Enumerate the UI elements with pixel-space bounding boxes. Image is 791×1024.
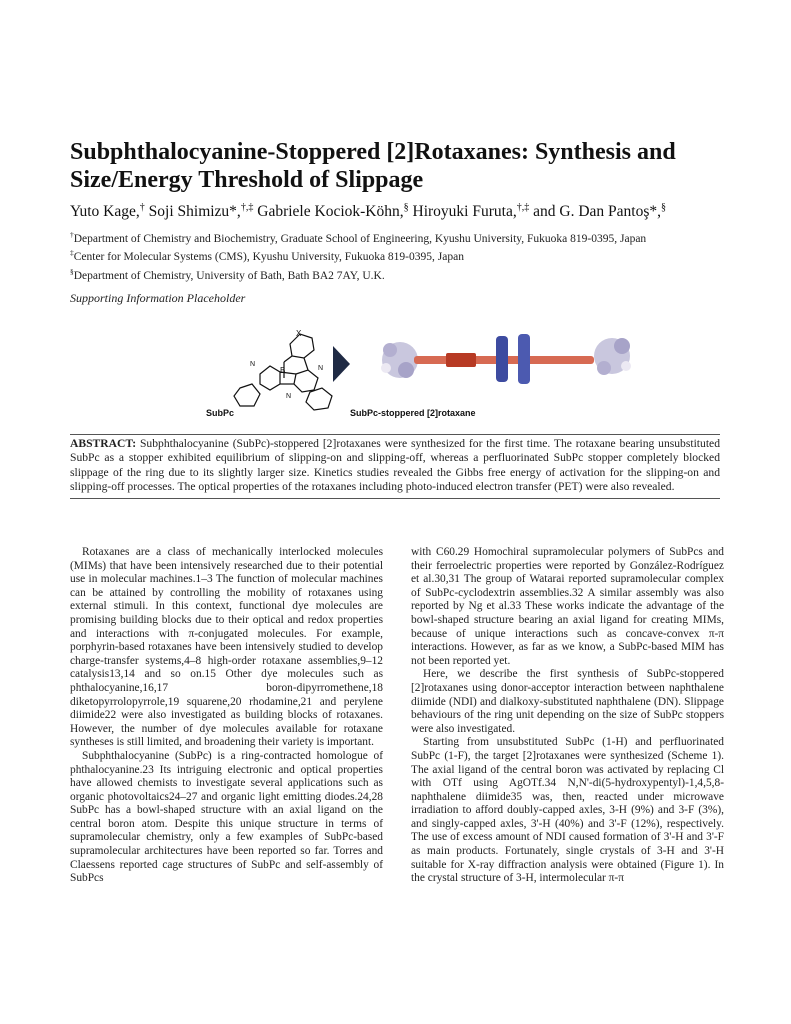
nitrogen-atom: N [318, 365, 324, 372]
affiliation-mark: † [70, 230, 74, 240]
affiliation-text: Center for Molecular Systems (CMS), Kyushu University, Fukuoka 819-0395, Japan [73, 251, 464, 263]
axial-ligand-atom: X [296, 329, 302, 338]
author-affiliation-mark: § [403, 201, 409, 213]
body-paragraph: Starting from unsubstituted SubPc (1-H) and perfluorinated SubPc (1-F), the target [2]rotaxanes were synthesized (Scheme 1). The axial ligand of the central boron was activated by replacing Cl with OTf using AgOTf.34 N,N'-di(5-hydroxypentyl)-1,4,5,8-naphthalene diimide35 was, then, reacted under microwave irradiation to afford doubly-capped axles, 3-H (9%) and 3-F (3%), and singly-capped axles, 3'-H (40%) and 3'-F (12%), respectively. The use of excess amount of NDI caused formation of 3'-H and 3'-F as main products. Fortunately, single crystals of 3-H and 3'-H suitable for X-ray diffraction analysis were obtained (Figure 1). In the crystal structure of 3-H, intermolecular π-π [411, 736, 724, 885]
boron-atom: B [280, 366, 286, 375]
abstract-label: ABSTRACT: [70, 437, 137, 450]
author-affiliation-mark: †,‡ [516, 201, 530, 213]
subpc-benzo-ring-top [290, 334, 314, 358]
body-paragraph: Rotaxanes are a class of mechanically interlocked molecules (MIMs) that have been intensively researched due to their potential use in molecular machines.1–3 The function of molecular machines can be attained by controlling the mobility of rotaxanes using external stimuli. In this context, functional dye molecules are promising building blocks due to their optical and redox properties and interactions with π-conjugated molecules. For example, porphyrin-based rotaxanes have been intensively studied to develop charge-transfer systems,4–8 high-order rotaxane assemblies,9–12 catalysis13,14 and so on.15 Other dye molecules such as phthalocyanine,16,17 boron-dipyrromethene,18 diketopyrrolopyrrole,19 squarene,20 rhodamine,21 and perylene diimide22 were also investigated as building blocks of rotaxanes. However, the number of dye molecules available for rotaxane syntheses is still limited, and broadening their variety is important. [70, 546, 383, 749]
author-name: Yuto Kage, [70, 203, 140, 220]
author-affiliation-mark: § [661, 201, 667, 213]
subpc-pyrrole-left [260, 366, 280, 390]
author-name: and G. Dan Pantoş*, [529, 203, 662, 220]
paper-title: Subphthalocyanine-Stoppered [2]Rotaxanes: Synthesis and Size/Energy Threshold of Slippage [70, 139, 676, 193]
body-paragraph: with C60.29 Homochiral supramolecular polymers of SubPcs and their ferroelectric properties were reported by González-Rodríguez et al.30,31 The group of Watarai reported supramolecular complex of SubPc-cyclodextrin assemblies.32 A similar assembly was also reported by Ng et al.33 These works indicate the advantage of the bowl-shaped structure bearing an axial ligand for creating MIMs, because of unique interactions such as concave-convex π-π interactions. However, as far as we know, a SubPc-based MIM has not been reported yet. [411, 546, 724, 667]
author-list [70, 203, 730, 221]
author-name: Hiroyuki Furuta, [408, 203, 517, 220]
supporting-information-note: Supporting Information Placeholder [70, 291, 246, 305]
affiliation [70, 230, 647, 245]
abstract-text: Subphthalocyanine (SubPc)-stoppered [2]rotaxanes were synthesized for the first time. The rotaxane bearing unsubstituted SubPc as a stopper exhibited equilibrium of slipping-on and slipping-off, whereas a perfluorinated SubPc stopper completely blocked slippage of the ring due to its slightly larger size. Kinetics studies revealed the Gibbs free energy of activation for the slipping-on and slipping-off processes. The optical properties of the rotaxanes including photo-induced electron transfer (PET) were also revealed. [70, 437, 720, 494]
author-name: Soji Shimizu*, [144, 203, 241, 220]
affiliation-text: Department of Chemistry and Biochemistry, Graduate School of Engineering, Kyushu University, Fukuoka 819-0395, Japan [73, 233, 647, 245]
naphthalene-diimide-unit [446, 353, 476, 367]
nitrogen-atom: N [250, 361, 256, 368]
rotaxane-model [381, 334, 631, 384]
abstract [70, 434, 720, 499]
subpc-benzo-ring-right [306, 388, 332, 410]
affiliation-text: Department of Chemistry, University of Bath, Bath BA2 7AY, U.K. [73, 270, 385, 282]
author-name: Gabriele Kociok-Köhn, [253, 203, 404, 220]
subpc-pyrrole-right [294, 370, 318, 392]
rotaxane-label: SubPc-stoppered [2]rotaxane [350, 408, 476, 418]
toc-illustration [200, 326, 660, 416]
toc-graphic [200, 326, 660, 426]
body-paragraph: Subphthalocyanine (SubPc) is a ring-contracted homologue of phthalocyanine.23 Its intriguing electronic and optical properties have allowed chemists to investigate several applications such as organic photovoltaics24–27 and organic light emitting diodes.24,28 SubPc has a bowl-shaped structure with an axial ligand on the central boron atom. Despite this unique structure in terms of supramolecular chemistry, only a few examples of SubPc-based supramolecular architectures have been reported so far. Torres and Claessens reported cage structures of SubPc and self-assembly of SubPcs [70, 749, 383, 885]
subpc-benzo-ring-left [234, 384, 260, 406]
affiliation-mark: ‡ [70, 248, 74, 258]
affiliation [70, 248, 464, 263]
body-paragraph: Here, we describe the first synthesis of SubPc-stoppered [2]rotaxanes using donor-acceptor interaction between naphthalene diimide (NDI) and dialkoxy-substituted naphthalene (DN). Slippage behaviours of the ring unit depending on the size of SubPc stoppers were also investigated. [411, 668, 724, 735]
affiliation [70, 267, 385, 282]
subpc-label: SubPc [206, 408, 235, 418]
nitrogen-atom: N [286, 393, 292, 400]
macrocycle-ring [496, 336, 508, 382]
author-affiliation-mark: †,‡ [240, 201, 254, 213]
author-affiliation-mark: † [139, 201, 145, 213]
body-column-right [411, 546, 724, 886]
reaction-arrow-icon [333, 346, 350, 382]
body-column-left [70, 546, 383, 886]
affiliation-mark: § [70, 267, 74, 277]
